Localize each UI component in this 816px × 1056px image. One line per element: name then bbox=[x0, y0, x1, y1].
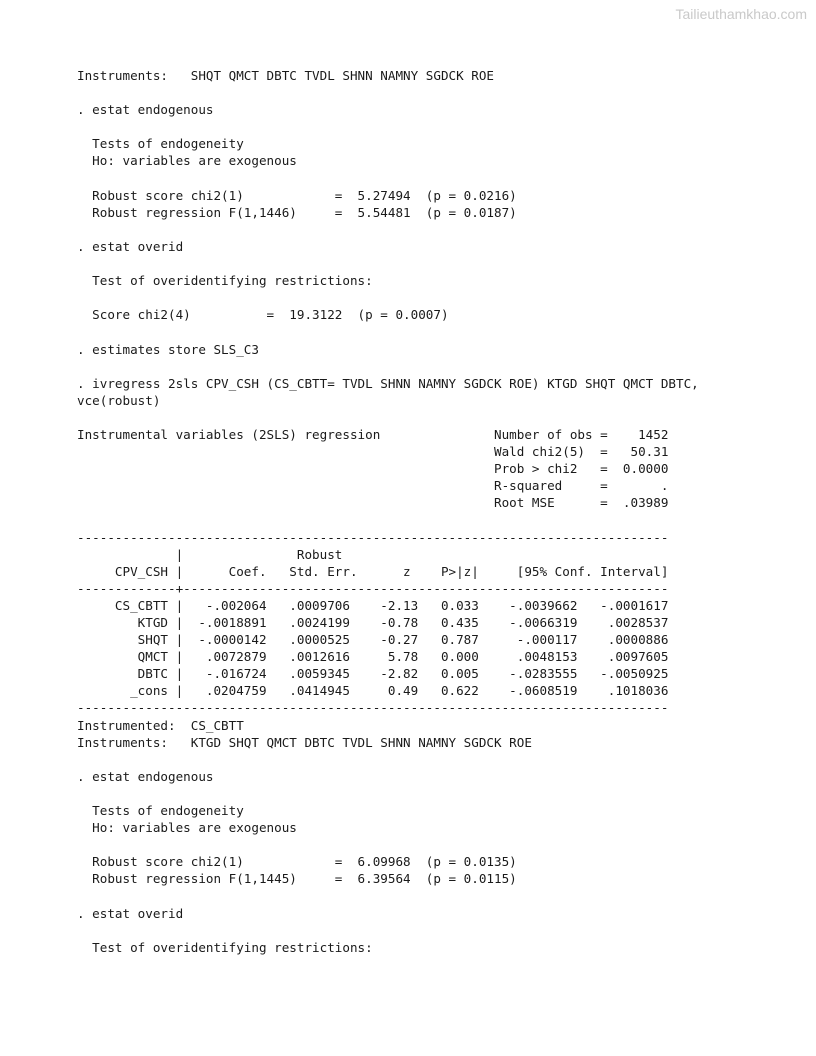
output-line: Ho: variables are exogenous bbox=[77, 153, 297, 169]
output-line: . estat overid bbox=[77, 905, 184, 921]
output-line bbox=[77, 221, 699, 238]
output-line: Ho: variables are exogenous bbox=[77, 820, 297, 836]
output-line: QMCT | .0072879 .0012616 5.78 0.000 .0048153 .0097605 bbox=[77, 649, 669, 665]
output-line: Wald chi2(5) = 50.31 bbox=[77, 444, 669, 460]
output-line bbox=[77, 255, 699, 272]
output-line: CS_CBTT | -.002064 .0009706 -2.13 0.033 -.0039662 -.0001617 bbox=[77, 597, 669, 613]
output-line: Tests of endogeneity bbox=[77, 803, 244, 819]
output-line: KTGD | -.0018891 .0024199 -0.78 0.435 -.0066319 .0028537 bbox=[77, 615, 669, 630]
output-line: Prob > chi2 = 0.0000 bbox=[77, 461, 669, 477]
output-line: Robust score chi2(1) = 5.27494 (p = 0.0216) bbox=[77, 187, 517, 203]
output-line: Instrumented: CS_CBTT bbox=[77, 717, 244, 733]
output-line bbox=[77, 511, 699, 528]
output-line bbox=[77, 118, 699, 135]
output-line: Instruments: KTGD SHQT QMCT DBTC TVDL SHNN NAMNY SGDCK ROE bbox=[77, 734, 532, 750]
output-line: Instruments: SHQT QMCT DBTC TVDL SHNN NAMNY SGDCK ROE bbox=[77, 68, 495, 83]
output-line: SHQT | -.0000142 .0000525 -0.27 0.787 -.000117 .0000886 bbox=[77, 632, 669, 648]
output-line: Score chi2(4) = 19.3122 (p = 0.0007) bbox=[77, 307, 449, 323]
output-line bbox=[77, 84, 699, 101]
output-line: . estimates store SLS_C3 bbox=[77, 341, 259, 357]
output-line: Robust score chi2(1) = 6.09968 (p = 0.0135) bbox=[77, 854, 517, 870]
output-line: Root MSE = .03989 bbox=[77, 495, 669, 511]
watermark-text: Tailieuthamkhao.com bbox=[675, 6, 807, 22]
output-line: ------------------------------------------------------------------------------ bbox=[77, 700, 669, 716]
output-line: Instrumental variables (2SLS) regression Number of obs = 1452 bbox=[77, 426, 669, 442]
output-line: . estat endogenous bbox=[77, 768, 214, 784]
output-line: R-squared = . bbox=[77, 478, 669, 494]
output-line: Tests of endogeneity bbox=[77, 136, 244, 152]
output-line: CPV_CSH | Coef. Std. Err. z P>|z| [95% Conf. Interval] bbox=[77, 563, 669, 579]
output-line bbox=[77, 785, 699, 802]
output-line: . estat overid bbox=[77, 238, 184, 254]
output-line bbox=[77, 170, 699, 187]
output-line bbox=[77, 836, 699, 853]
output-line bbox=[77, 922, 699, 939]
output-line: . ivregress 2sls CPV_CSH (CS_CBTT= TVDL SHNN NAMNY SGDCK ROE) KTGD SHQT QMCT DBTC, bbox=[77, 375, 699, 391]
output-line: _cons | .0204759 .0414945 0.49 0.622 -.0608519 .1018036 bbox=[77, 683, 669, 699]
output-line: | Robust bbox=[77, 546, 343, 562]
output-line: DBTC | -.016724 .0059345 -2.82 0.005 -.0283555 -.0050925 bbox=[77, 666, 669, 682]
output-line: -------------+---------------------------------------------------------------- bbox=[77, 580, 669, 596]
output-line: . estat endogenous bbox=[77, 102, 214, 118]
output-line bbox=[77, 323, 699, 340]
output-line bbox=[77, 409, 699, 426]
output-line: Test of overidentifying restrictions: bbox=[77, 939, 373, 955]
output-line bbox=[77, 888, 699, 905]
output-line: vce(robust) bbox=[77, 392, 161, 408]
output-line bbox=[77, 358, 699, 375]
output-line: Robust regression F(1,1446) = 5.54481 (p = 0.0187) bbox=[77, 204, 517, 220]
output-line: ------------------------------------------------------------------------------ bbox=[77, 529, 669, 545]
output-line bbox=[77, 751, 699, 768]
output-line: Robust regression F(1,1445) = 6.39564 (p = 0.0115) bbox=[77, 871, 517, 887]
output-line: Test of overidentifying restrictions: bbox=[77, 273, 373, 289]
stata-output-log bbox=[77, 67, 699, 956]
output-line bbox=[77, 289, 699, 306]
